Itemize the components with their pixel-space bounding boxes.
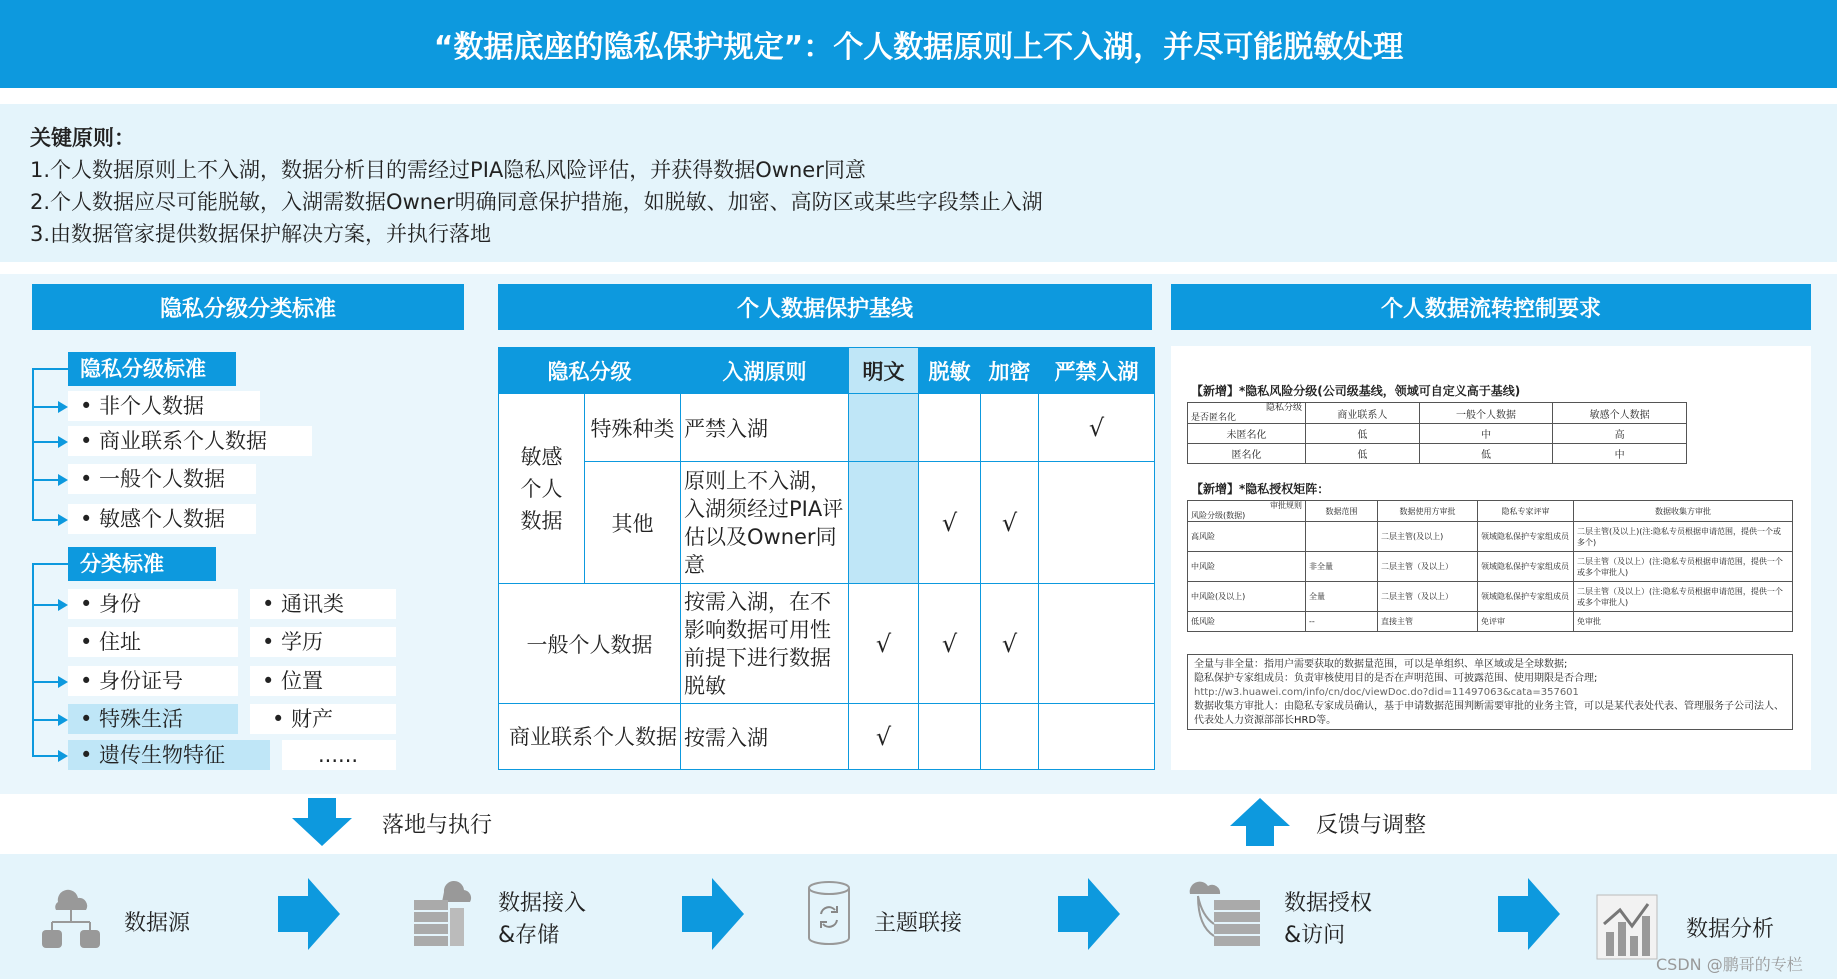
other-rule: 原则上不入湖，入湖须经过PIA评估以及Owner同意 (681, 462, 849, 584)
general-rule: 按需入湖，在不影响数据可用性前提下进行数据脱敏 (681, 584, 849, 704)
watermark: CSDN @鹏哥的专栏 (1656, 955, 1803, 974)
risk-table: 隐私分级 是否匿名化 商业联系人 一般个人数据 敏感个人数据 未匿名化 低 中 高 匿名化 低 低 中 (1187, 402, 1687, 464)
business-rule: 按需入湖 (681, 704, 849, 770)
note-link[interactable]: http://w3.huawei.com/info/cn/doc/viewDoc.do?did=11497063&cata=357601 (1194, 687, 1579, 698)
flow-control-document (1171, 346, 1811, 770)
page-title: “数据底座的隐私保护规定”：个人数据原则上不入湖，并尽可能脱敏处理 (0, 0, 1837, 88)
class-item: • 特殊生活 (68, 704, 238, 734)
check-mark: √ (981, 584, 1039, 704)
grading-item: • 非个人数据 (68, 391, 260, 421)
step-ingest: 数据接入 &存储 (498, 891, 587, 948)
principle-3: 3.由数据管家提供数据保护解决方案，并执行落地 (30, 222, 492, 246)
class-item: • 身份证号 (68, 666, 238, 696)
sensitive-cell: 敏感个人数据 (499, 394, 585, 584)
grading-connector-top (32, 368, 68, 370)
class-item: • 遗传生物特征 (68, 740, 270, 770)
topic-icon (806, 880, 852, 948)
key-principles (0, 104, 1837, 262)
arrow-icon (58, 474, 68, 486)
general-cell: 一般个人数据 (499, 584, 681, 704)
arrow-icon (58, 676, 68, 688)
note-1: 全量与非全量：指用户需要获取的数据量范围，可以是单组织、单区域或是全球数据; (1194, 659, 1568, 670)
step-analysis: 数据分析 (1686, 917, 1775, 942)
step-data-source: 数据源 (124, 911, 191, 936)
check-mark: √ (919, 462, 981, 584)
grading-item: • 商业联系个人数据 (68, 426, 312, 456)
down-arrow-icon (292, 798, 352, 846)
check-mark: √ (849, 584, 919, 704)
principle-1: 1.个人数据原则上不入湖，数据分析目的需经过PIA隐私风险评估，并获得数据Owner同意 (30, 158, 866, 182)
notes-box (1187, 654, 1793, 730)
check-mark: √ (1039, 394, 1155, 462)
col-plain: 明文 (849, 348, 919, 394)
grading-item: • 一般个人数据 (68, 464, 256, 494)
up-arrow-icon (1230, 798, 1290, 846)
privacy-standard-header: 隐私分级分类标准 (32, 284, 464, 330)
grading-title: 隐私分级标准 (68, 352, 236, 386)
analysis-icon (1596, 894, 1658, 960)
class-item: • 学历 (250, 627, 396, 657)
baseline-table (498, 347, 1155, 770)
flow-control-header: 个人数据流转控制要求 (1171, 284, 1811, 330)
class-item: • 通讯类 (250, 589, 396, 619)
note-3: 数据收集方审批人：由隐私专家成员确认，基于申请数据范围判断需要审批的业务主管，可以是某代表处代表、管理服务子公司法人、代表处人力资源部部长HRD等。 (1194, 701, 1784, 726)
auth-title: 【新增】*隐私授权矩阵： (1191, 482, 1330, 496)
right-arrow-icon (1058, 878, 1120, 950)
arrow-icon (58, 714, 68, 726)
baseline-header: 个人数据保护基线 (498, 284, 1152, 330)
arrow-icon (58, 514, 68, 526)
col-rule: 入湖原则 (681, 348, 849, 394)
class-item: • 身份 (68, 589, 238, 619)
check-mark: √ (849, 704, 919, 770)
col-encrypt: 加密 (981, 348, 1039, 394)
arrow-icon (58, 436, 68, 448)
check-mark: √ (981, 462, 1039, 584)
right-arrow-icon (278, 878, 340, 950)
up-label: 反馈与调整 (1316, 813, 1427, 838)
step-authorize: 数据授权 &访问 (1284, 891, 1373, 948)
risk-title: 【新增】*隐私风险分级(公司级基线，领域可自定义高于基线) (1191, 384, 1521, 398)
col-mask: 脱敏 (919, 348, 981, 394)
other-cell: 其他 (585, 462, 681, 584)
step-topic: 主题联接 (874, 911, 963, 936)
class-connector (32, 563, 34, 755)
arrow-icon (58, 750, 68, 762)
col-forbid: 严禁入湖 (1039, 348, 1155, 394)
right-arrow-icon (1498, 878, 1560, 950)
check-mark: √ (919, 584, 981, 704)
auth-table: 审批规则 风险分级(数据) 数据范围 数据使用方审批 隐私专家评审 数据收集方审批 高风险 二层主管(及以上) 领域隐私保护专家组成员 二层主管(及以上)(注:隐私专员根据申请范围，提供一个或多个) 中风险 非全量 二层主管（及以上） 领域隐私保护专家组成员 二层主管（及以上）(注:隐私专员根据申请范围，提供一个或多个审批人) 中风险(及以上) 全量 二层主管（及以上） 领域隐私保护专家组成员 二层主管（及以上）(注:隐私专员根据申请范围，提供一个或多个审批人) 低风险 -- 直接主管 免评审 免审批 (1187, 500, 1793, 632)
class-item: ...... (282, 740, 396, 770)
data-source-icon (40, 884, 102, 950)
down-label: 落地与执行 (382, 813, 493, 838)
right-arrow-icon (682, 878, 744, 950)
grading-connector (32, 368, 34, 520)
special-cell: 特殊种类 (585, 394, 681, 462)
class-item: • 位置 (250, 666, 396, 696)
note-2: 隐私保护专家组成员：负责审核使用目的是否在声明范围、可披露范围、使用期限是否合理; (1194, 673, 1598, 684)
business-cell: 商业联系个人数据 (499, 704, 681, 770)
principle-2: 2.个人数据应尽可能脱敏，入湖需数据Owner明确同意保护措施，如脱敏、加密、高防区或某些字段禁止入湖 (30, 190, 1043, 214)
grading-item: • 敏感个人数据 (68, 504, 256, 534)
class-item: • 财产 (250, 704, 396, 734)
authorization-icon (1184, 874, 1264, 950)
col-privacy-level: 隐私分级 (499, 348, 681, 394)
class-title: 分类标准 (68, 547, 216, 581)
class-item: • 住址 (68, 627, 238, 657)
arrow-icon (58, 401, 68, 413)
storage-icon (410, 878, 476, 950)
principles-heading: 关键原则： (30, 126, 135, 150)
arrow-icon (58, 599, 68, 611)
special-rule: 严禁入湖 (681, 394, 849, 462)
